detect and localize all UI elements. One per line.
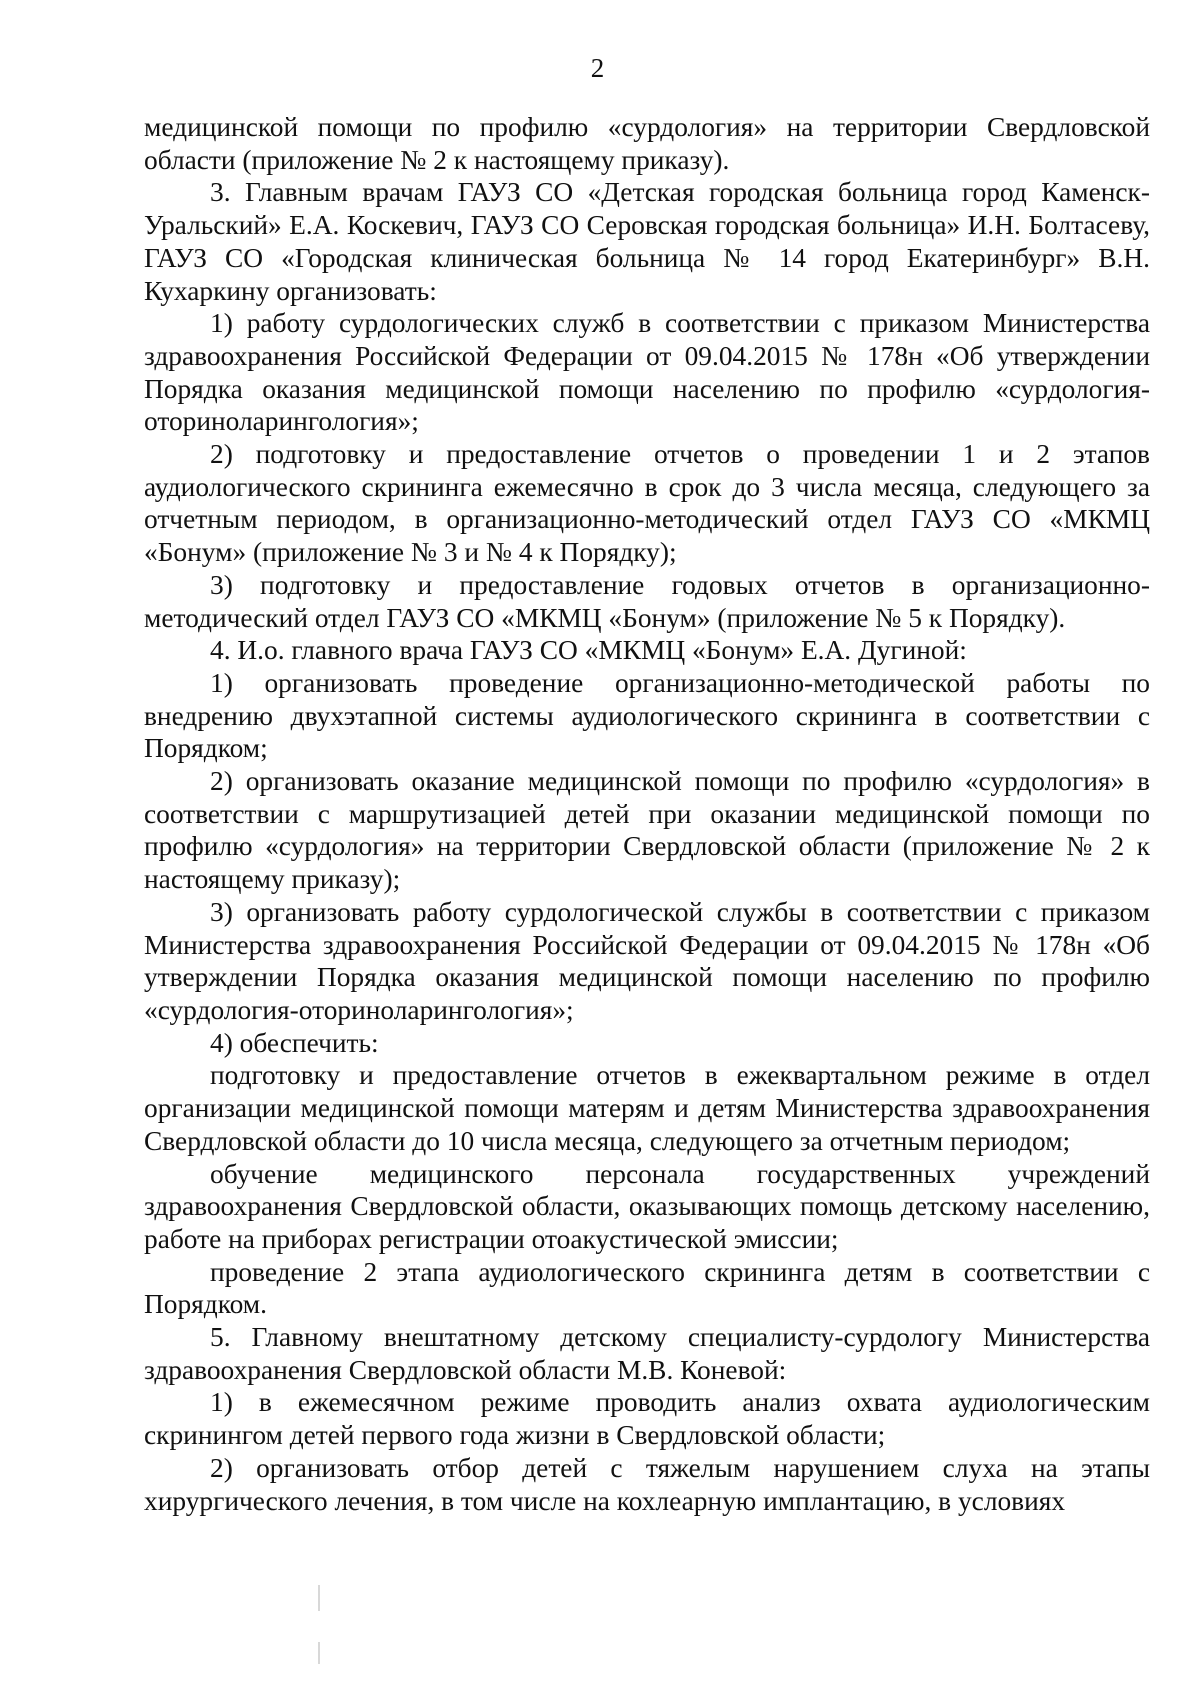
paragraph-subitem-reports: подготовку и предоставление отчетов в ежеквартальном режиме в отдел организации медицинской помощи матерям и детям Министерства здравоохранения Свердловской области до 10 числа месяца, следующего за отчетным периодом; xyxy=(144,1060,1150,1156)
paragraph-subitem-training: обучение медицинского персонала государственных учреждений здравоохранения Свердловской области, оказывающих помощь детскому населению, работе на приборах регистрации отоакустической эмиссии; xyxy=(144,1158,1150,1254)
paragraph-item-4-1: 1) организовать проведение организационно-методической работы по внедрению двухэтапной системы аудиологического скрининга в соответствии с Порядком; xyxy=(144,667,1150,764)
paragraph-item-4-4: 4) обеспечить: xyxy=(210,1027,379,1058)
paragraph-continuation: медицинской помощи по профилю «сурдология» на территории Свердловской области (приложение № 2 к настоящему приказу). xyxy=(144,112,1150,175)
paragraph-item-4-2: 2) организовать оказание медицинской помощи по профилю «сурдология» в соответствии с маршрутизацией детей при оказании медицинской помощи по профилю «сурдология» на территории Свердловской области (приложение № 2 к настоящему приказу); xyxy=(144,766,1150,895)
document-body xyxy=(144,111,1150,1517)
paragraph-item-3-1: 1) работу сурдологических служб в соответствии с приказом Министерства здравоохранения Российской Федерации от 09.04.2015 № 178н «Об утверждении Порядка оказания медицинской помощи населению по профилю «сурдология-оториноларингология»; xyxy=(144,308,1150,437)
paragraph-item-3: 3. Главным врачам ГАУЗ СО «Детская городская больница город Каменск-Уральский» Е.А. Коскевич, ГАУЗ СО Серовская городская больница» И.Н. Болтасеву, ГАУЗ СО «Городская клиническая больница № 14 город Екатеринбург» В.Н. Кухаркину организовать: xyxy=(144,177,1150,306)
paragraph-item-3-3: 3) подготовку и предоставление годовых отчетов в организационно-методический отдел ГАУЗ СО «МКМЦ «Бонум» (приложение № 5 к Порядку). xyxy=(144,569,1150,633)
paragraph-item-4-3: 3) организовать работу сурдологической службы в соответствии с приказом Министерства здравоохранения Российской Федерации от 09.04.2015 № 178н «Об утверждении Порядка оказания медицинской помощи населению по профилю «сурдология-оториноларингология»; xyxy=(144,896,1150,1025)
paragraph-subitem-screening: проведение 2 этапа аудиологического скрининга детям в соответствии с Порядком. xyxy=(144,1256,1150,1320)
scan-artifact-mark xyxy=(318,1642,320,1664)
page-number: 2 xyxy=(590,53,605,83)
paragraph-item-5: 5. Главному внештатному детскому специалисту-сурдологу Министерства здравоохранения Свердловской области М.В. Коневой: xyxy=(144,1322,1150,1385)
paragraph-item-3-2: 2) подготовку и предоставление отчетов о проведении 1 и 2 этапов аудиологического скрининга ежемесячно в срок до 3 числа месяца, следующего за отчетным периодом, в организационно-методический отдел ГАУЗ СО «МКМЦ «Бонум» (приложение № 3 и № 4 к Порядку); xyxy=(144,439,1150,568)
paragraph-item-5-1: 1) в ежемесячном режиме проводить анализ охвата аудиологическим скринингом детей первого года жизни в Свердловской области; xyxy=(144,1387,1150,1451)
paragraph-item-4: 4. И.о. главного врача ГАУЗ СО «МКМЦ «Бонум» Е.А. Дугиной: xyxy=(210,635,967,666)
paragraph-item-5-2: 2) организовать отбор детей с тяжелым нарушением слуха на этапы хирургического лечения, в том числе на кохлеарную имплантацию, в условиях xyxy=(144,1452,1150,1516)
scan-artifact-mark xyxy=(318,1585,320,1611)
